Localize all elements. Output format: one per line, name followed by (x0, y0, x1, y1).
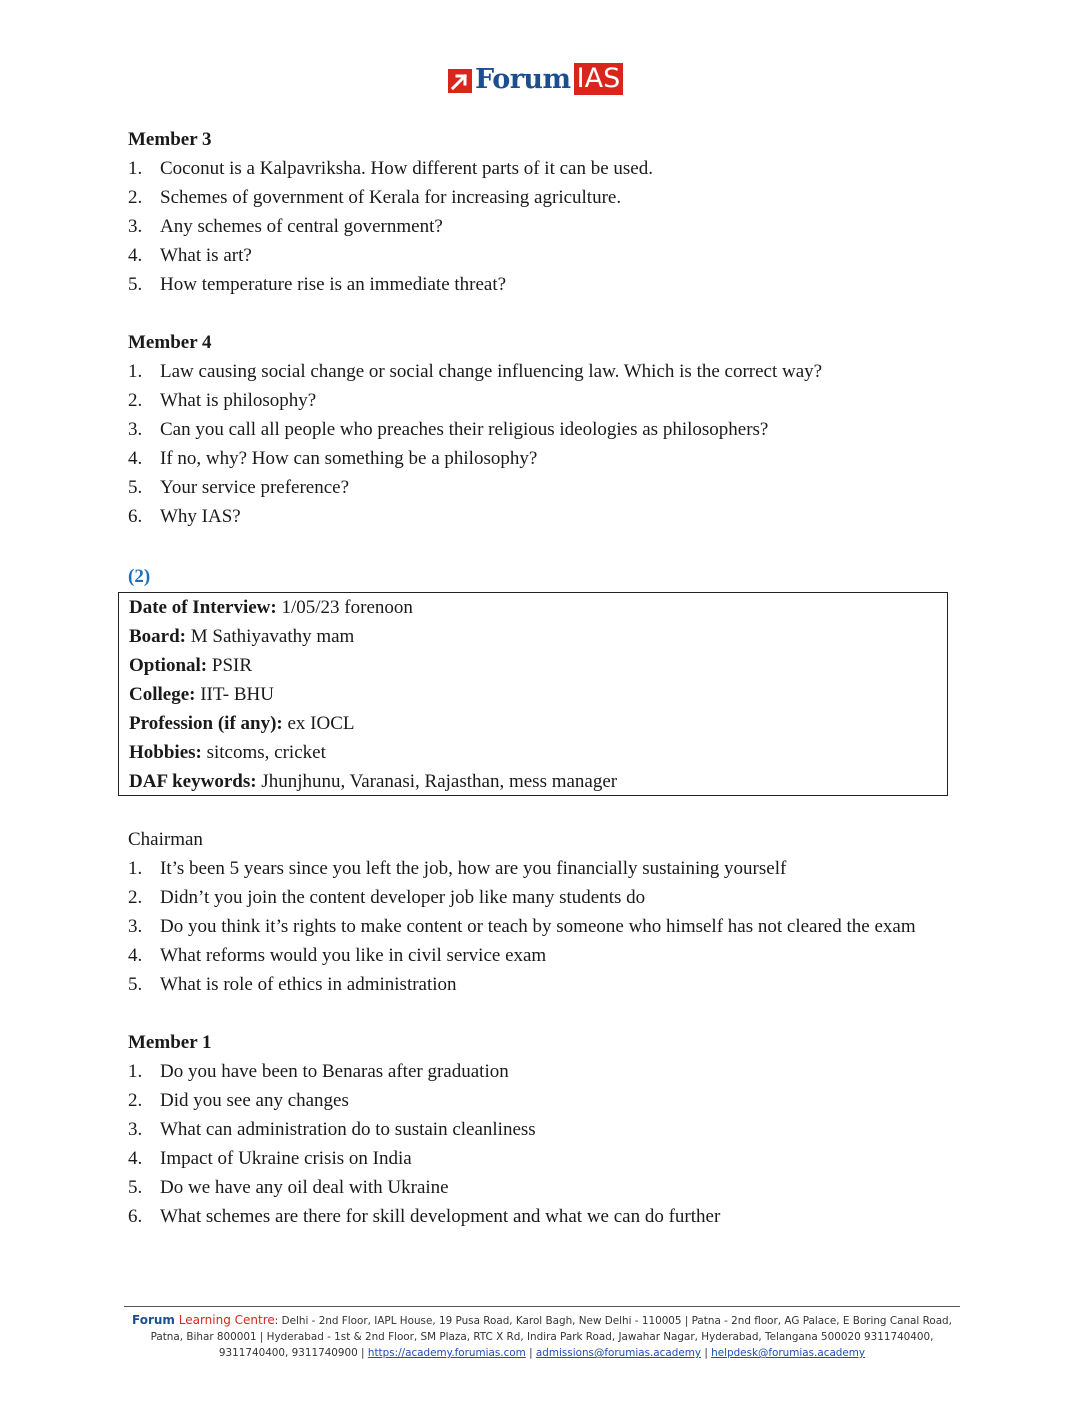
chairman-heading: Chairman (128, 829, 203, 850)
footer-divider (124, 1306, 960, 1307)
interview-info-box (118, 592, 948, 796)
footer-brand-forum: Forum (132, 1313, 175, 1327)
forumias-logo (448, 62, 623, 96)
list-item: 2. Did you see any changes (128, 1090, 349, 1111)
document-body (128, 125, 958, 591)
chairman-question-list (128, 854, 958, 999)
list-item: 1. Coconut is a Kalpavriksha. How different parts of it can be used. (128, 158, 653, 179)
info-row: Profession (if any): ex IOCL (129, 713, 355, 734)
list-item: 2. Didn’t you join the content developer job like many students do (128, 887, 646, 908)
member3-question-list (128, 154, 958, 299)
list-item: 4. If no, why? How can something be a philosophy? (128, 448, 538, 469)
info-row: Optional: PSIR (129, 655, 253, 676)
footer-address: : Delhi - 2nd Floor, IAPL House, 19 Pusa Road, Karol Bagh, New Delhi - 110005 | Patna - 2nd floor, AG Palace, E Boring Canal Road, Patna, Bihar 800001 | Hyderabad - 1st & 2nd Floor, SM Plaza, RTC X Rd, Indira Park Road, Jawahar Nagar, Hyderabad, Telangana 500020 9311740400, 9311740400, 9311740900 | (150, 1315, 952, 1359)
list-item: 3. Any schemes of central government? (128, 216, 443, 237)
info-row: College: IIT- BHU (129, 684, 274, 705)
list-item: 3. Can you call all people who preaches their religious ideologies as philosophers? (128, 419, 769, 440)
list-item: 5. Do we have any oil deal with Ukraine (128, 1177, 449, 1198)
member3-heading: Member 3 (128, 129, 212, 150)
footer-admissions-email-link[interactable]: admissions@forumias.academy (535, 1347, 702, 1359)
info-row: Board: M Sathiyavathy mam (129, 626, 355, 647)
list-item: 5. Your service preference? (128, 477, 350, 498)
info-row: Date of Interview: 1/05/23 forenoon (129, 597, 413, 618)
list-item: 4. What reforms would you like in civil service exam (128, 945, 547, 966)
info-row: DAF keywords: Jhunjhunu, Varanasi, Rajasthan, mess manager (129, 771, 618, 792)
entry-number: (2) (128, 566, 151, 587)
member1-question-list (128, 1057, 958, 1231)
list-item: 5. What is role of ethics in administration (128, 974, 457, 995)
logo-ias-text: IAS (574, 63, 624, 95)
footer-website-link[interactable]: https://academy.forumias.com (367, 1347, 526, 1359)
list-item: 1. Law causing social change or social change influencing law. Which is the correct way? (128, 361, 823, 382)
member4-question-list (128, 357, 958, 531)
list-item: 2. Schemes of government of Kerala for increasing agriculture. (128, 187, 622, 208)
list-item: 4. Impact of Ukraine crisis on India (128, 1148, 412, 1169)
member1-heading: Member 1 (128, 1032, 212, 1053)
arrow-up-right-icon (448, 69, 472, 93)
list-item: 4. What is art? (128, 245, 252, 266)
footer-helpdesk-email-link[interactable]: helpdesk@forumias.academy (711, 1347, 866, 1359)
list-item: 3. What can administration do to sustain cleanliness (128, 1119, 536, 1140)
page-footer: Forum Learning Centre: Delhi - 2nd Floor, IAPL House, 19 Pusa Road, Karol Bagh, New Delhi - 110005 | Patna - 2nd floor, AG Palace, E Boring Canal Road, Patna, Bihar 800001 | Hyderabad - 1st & 2nd Floor, SM Plaza, RTC X Rd, Indira Park Road, Jawahar Nagar, Hyderabad, Telangana 500020 9311740400, 9311740400, 9311740900 | https://academy.forumias.com | admissions@forumias.academy | helpdesk@forumias.academy (132, 1313, 952, 1359)
logo-forum-text: Forum (475, 63, 571, 95)
list-item: 1. It’s been 5 years since you left the job, how are you financially sustaining yourself (128, 858, 787, 879)
list-item: 2. What is philosophy? (128, 390, 317, 411)
footer-brand-learning-centre: Learning Centre (174, 1313, 275, 1327)
list-item: 3. Do you think it’s rights to make content or teach by someone who himself has not cleared the exam (128, 916, 916, 937)
list-item: 6. What schemes are there for skill development and what we can do further (128, 1206, 721, 1227)
list-item: 5. How temperature rise is an immediate threat? (128, 274, 507, 295)
list-item: 1. Do you have been to Benaras after graduation (128, 1061, 509, 1082)
document-body-continued (128, 825, 958, 1231)
member4-heading: Member 4 (128, 332, 212, 353)
info-row: Hobbies: sitcoms, cricket (129, 742, 326, 763)
list-item: 6. Why IAS? (128, 506, 241, 527)
